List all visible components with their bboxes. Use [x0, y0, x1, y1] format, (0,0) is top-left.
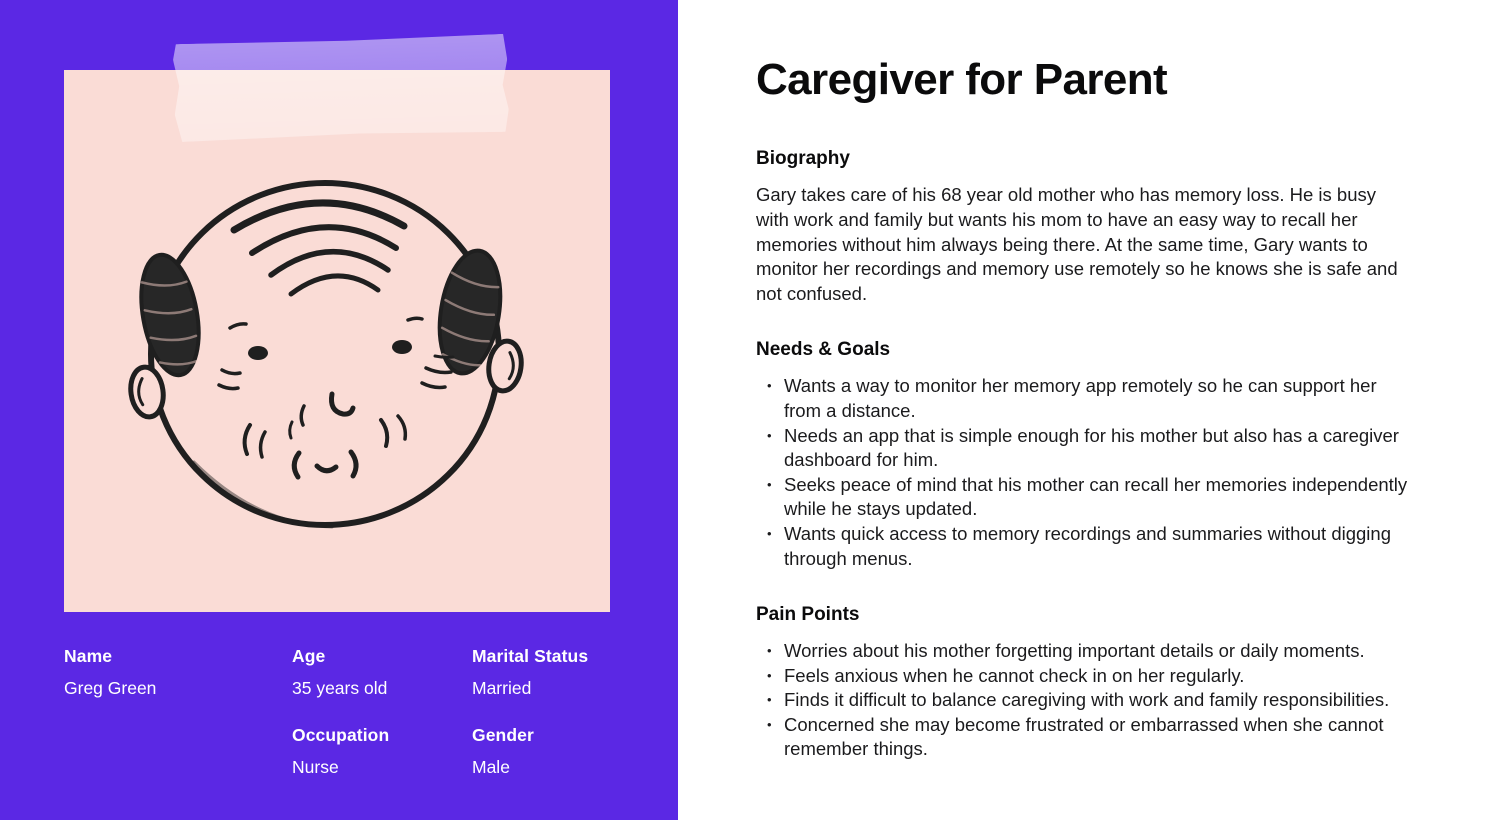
field-gender	[472, 725, 638, 778]
field-name-value: Greg Green	[64, 678, 157, 698]
field-gender-label: Gender	[472, 725, 534, 745]
list-item: • Feels anxious when he cannot check in on her regularly.	[756, 664, 1416, 689]
field-marital-status-value: Married	[472, 678, 532, 698]
section-pain-points	[756, 604, 1416, 762]
list-item: • Needs an app that is simple enough for his mother but also has a caregiver dashboard for him.	[756, 424, 1416, 473]
field-name	[64, 646, 292, 699]
section-needs-goals-heading: Needs & Goals	[756, 339, 891, 361]
list-item: • Worries about his mother forgetting important details or daily moments.	[756, 639, 1416, 664]
persona-photo	[64, 70, 610, 612]
page-title: Caregiver for Parent	[756, 55, 1168, 104]
field-marital-status-label: Marital Status	[472, 646, 589, 666]
left-ear	[128, 365, 167, 419]
needs-goals-list	[756, 374, 1416, 571]
field-gender-value: Male	[472, 757, 510, 777]
section-pain-points-heading: Pain Points	[756, 604, 860, 626]
field-name-label: Name	[64, 646, 113, 666]
section-biography	[756, 148, 1416, 306]
field-age-value: 35 years old	[292, 678, 388, 698]
persona-face-illustration	[64, 70, 610, 612]
section-needs-goals	[756, 339, 1416, 571]
list-item: • Finds it difficult to balance caregiving with work and family responsibilities.	[756, 688, 1416, 713]
list-item: • Wants a way to monitor her memory app remotely so he can support her from a distance.	[756, 374, 1416, 423]
biography-text: Gary takes care of his 68 year old mother who has memory loss. He is busy with work and family but wants his mom to have an easy way to recall her memories without him always being there. At the same time, Gary wants to monitor her recordings and memory use remotely so he knows she is safe and not confused.	[756, 184, 1398, 304]
list-item: • Concerned she may become frustrated or embarrassed when she cannot remember things.	[756, 713, 1416, 762]
persona-fields	[64, 646, 638, 778]
field-occupation	[292, 725, 472, 778]
field-age	[292, 646, 472, 699]
persona-photo-frame	[64, 70, 610, 612]
list-item: • Wants quick access to memory recordings and summaries without digging through menus.	[756, 522, 1416, 571]
left-hair-tuft	[133, 250, 207, 380]
field-marital-status	[472, 646, 638, 699]
persona-details	[678, 0, 1512, 820]
persona-sidebar	[0, 0, 678, 820]
pain-points-list	[756, 639, 1416, 762]
section-biography-heading: Biography	[756, 148, 850, 170]
field-occupation-value: Nurse	[292, 757, 339, 777]
list-item: • Seeks peace of mind that his mother can recall her memories independently while he stays updated.	[756, 473, 1416, 522]
tape-decoration	[173, 34, 510, 142]
field-age-label: Age	[292, 646, 326, 666]
field-occupation-label: Occupation	[292, 725, 390, 745]
